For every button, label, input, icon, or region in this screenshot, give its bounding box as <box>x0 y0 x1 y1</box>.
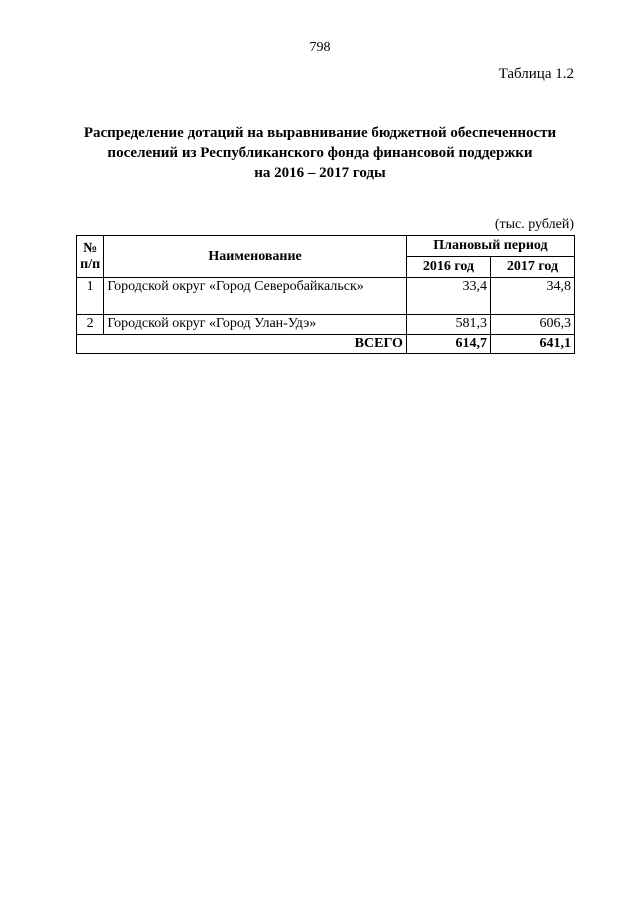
units-label: (тыс. рублей) <box>494 217 574 232</box>
header-year-2016: 2016 год <box>406 257 490 278</box>
table-row <box>77 278 575 315</box>
table-header-row <box>77 236 575 257</box>
row-name: Городской округ «Город Северобайкальск» <box>104 278 407 315</box>
table-total-row <box>77 335 575 354</box>
table-label: Таблица 1.2 <box>498 66 574 82</box>
total-value-2017: 641,1 <box>490 335 574 354</box>
row-number: 1 <box>77 278 104 315</box>
header-number-line1: № <box>83 240 98 256</box>
header-planned-period: Плановый период <box>406 236 574 257</box>
title-line-1: Распределение дотаций на выравнивание бюджетной обеспеченности <box>83 125 557 141</box>
total-value-2016: 614,7 <box>406 335 490 354</box>
page-number: 798 <box>309 40 331 55</box>
row-value-2017: 34,8 <box>490 278 574 315</box>
header-number <box>77 236 104 278</box>
row-number: 2 <box>77 315 104 335</box>
row-value-2016: 581,3 <box>406 315 490 335</box>
document-title <box>60 123 580 183</box>
subsidy-table <box>76 235 575 354</box>
table-row <box>77 315 575 335</box>
title-line-2: поселений из Республиканского фонда финансовой поддержки <box>107 145 533 161</box>
header-number-line2: п/п <box>80 256 101 272</box>
title-line-3: на 2016 – 2017 годы <box>254 165 386 181</box>
row-name: Городской округ «Город Улан-Удэ» <box>104 315 407 335</box>
header-year-2017: 2017 год <box>490 257 574 278</box>
header-name: Наименование <box>104 236 407 278</box>
row-value-2016: 33,4 <box>406 278 490 315</box>
total-label: ВСЕГО <box>77 335 407 354</box>
row-value-2017: 606,3 <box>490 315 574 335</box>
